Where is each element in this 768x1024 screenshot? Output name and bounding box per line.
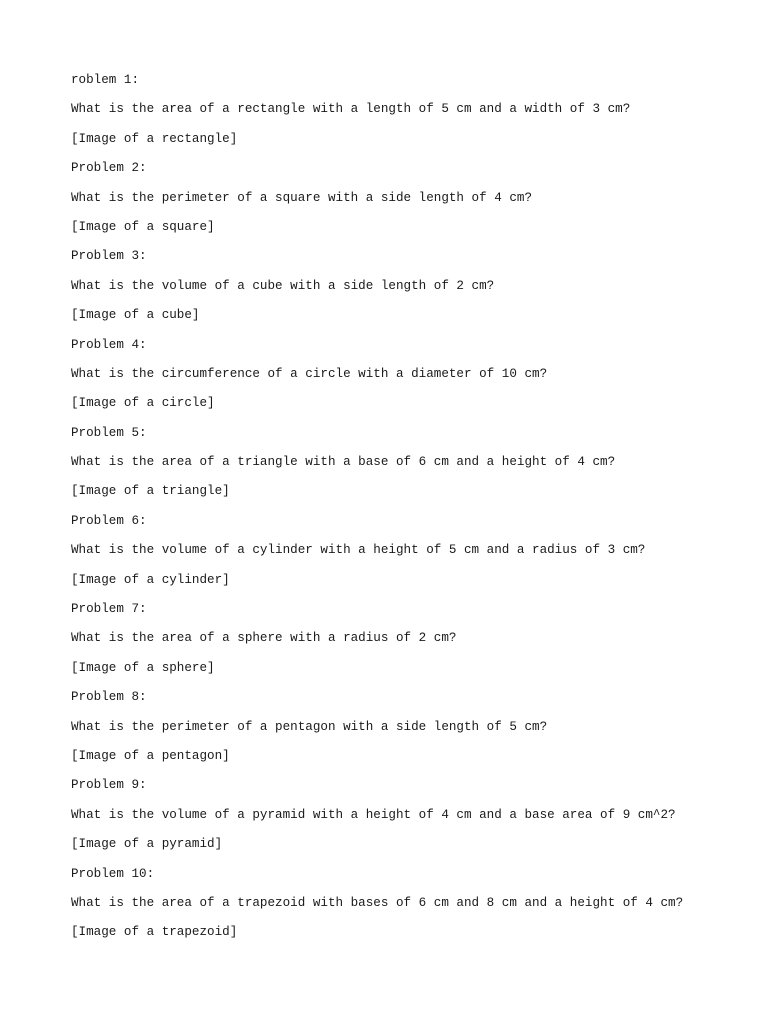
problem-6-image-placeholder: [Image of a cylinder]: [71, 572, 230, 587]
problem-4-question: What is the circumference of a circle with a diameter of 10 cm?: [71, 366, 548, 381]
problem-1-image-placeholder: [Image of a rectangle]: [71, 131, 238, 146]
problem-5-question: What is the area of a triangle with a base of 6 cm and a height of 4 cm?: [71, 455, 616, 470]
problem-5-image-placeholder: [Image of a triangle]: [71, 484, 230, 499]
problem-9-question: What is the volume of a pyramid with a height of 4 cm and a base area of 9 cm^2?: [71, 807, 676, 822]
problem-2-heading: Problem 2:: [71, 161, 147, 176]
problem-4-heading: Problem 4:: [71, 337, 147, 352]
problem-6-question: What is the volume of a cylinder with a height of 5 cm and a radius of 3 cm?: [71, 543, 646, 558]
problem-7-image-placeholder: [Image of a sphere]: [71, 660, 215, 675]
problem-3-heading: Problem 3:: [71, 249, 147, 264]
problem-7-heading: Problem 7:: [71, 602, 147, 617]
problem-4-image-placeholder: [Image of a circle]: [71, 396, 215, 411]
problem-5-heading: Problem 5:: [71, 425, 147, 440]
problem-10-question: What is the area of a trapezoid with bases of 6 cm and 8 cm and a height of 4 cm?: [71, 895, 684, 910]
problem-10-heading: Problem 10:: [71, 866, 155, 881]
problem-9-heading: Problem 9:: [71, 778, 147, 793]
problem-8-heading: Problem 8:: [71, 690, 147, 705]
problem-3-image-placeholder: [Image of a cube]: [71, 308, 200, 323]
problem-2-question: What is the perimeter of a square with a side length of 4 cm?: [71, 190, 533, 205]
problem-7-question: What is the area of a sphere with a radius of 2 cm?: [71, 631, 457, 646]
problem-2-image-placeholder: [Image of a square]: [71, 219, 215, 234]
problem-9-image-placeholder: [Image of a pyramid]: [71, 837, 223, 852]
problem-6-heading: Problem 6:: [71, 513, 147, 528]
problem-1-question: What is the area of a rectangle with a length of 5 cm and a width of 3 cm?: [71, 102, 631, 117]
document-body: [71, 71, 728, 953]
problem-10-image-placeholder: [Image of a trapezoid]: [71, 925, 238, 940]
problem-3-question: What is the volume of a cube with a side length of 2 cm?: [71, 278, 495, 293]
problem-1-heading: roblem 1:: [71, 73, 140, 87]
problem-8-image-placeholder: [Image of a pentagon]: [71, 748, 230, 763]
problem-8-question: What is the perimeter of a pentagon with a side length of 5 cm?: [71, 719, 548, 734]
